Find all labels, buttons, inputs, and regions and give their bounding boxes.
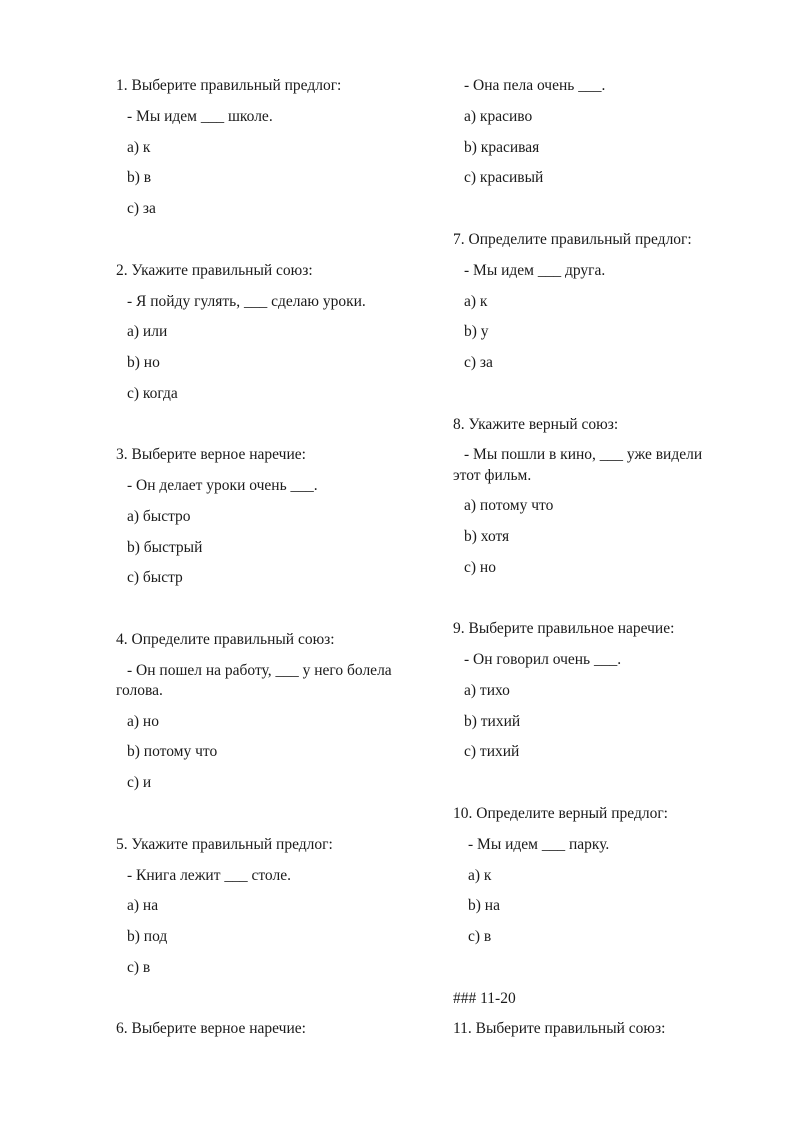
- question-11-title: 11. Выберите правильный союз:: [453, 1020, 666, 1037]
- question-9-title: 9. Выберите правильное наречие:: [453, 620, 675, 637]
- question-9-sentence: - Он говорил очень ___.: [464, 651, 622, 668]
- question-8-title: 8. Укажите верный союз:: [453, 416, 619, 433]
- question-4-option-c: c) и: [127, 774, 152, 791]
- question-4-sentence-line-1: - Он пошел на работу, ___ у него болела: [127, 662, 392, 679]
- question-9-option-b: b) тихий: [464, 713, 521, 730]
- question-9-option-a: a) тихо: [464, 682, 510, 699]
- question-3-title: 3. Выберите верное наречие:: [116, 446, 306, 463]
- question-3-option-c: c) быстр: [127, 569, 183, 586]
- question-7-option-a: a) к: [464, 293, 488, 310]
- question-6-option-c: c) красивый: [464, 169, 544, 186]
- question-4-sentence-line-2: голова.: [116, 682, 163, 699]
- question-10-sentence: - Мы идем ___ парку.: [468, 836, 610, 853]
- question-3-option-a: a) быстро: [127, 508, 191, 525]
- question-5-option-b: b) под: [127, 928, 168, 945]
- question-9-option-c: c) тихий: [464, 743, 520, 760]
- question-7-option-b: b) у: [464, 323, 489, 340]
- question-2-option-c: c) когда: [127, 385, 178, 402]
- section-heading: ### 11-20: [453, 990, 516, 1007]
- question-10-option-b: b) на: [468, 897, 500, 914]
- question-5-sentence: - Книга лежит ___ столе.: [127, 867, 291, 884]
- question-5-title: 5. Укажите правильный предлог:: [116, 836, 333, 853]
- question-2-title: 2. Укажите правильный союз:: [116, 262, 313, 279]
- question-4-option-a: a) но: [127, 713, 159, 730]
- question-7-option-c: c) за: [464, 354, 493, 371]
- question-2-option-b: b) но: [127, 354, 160, 371]
- question-1-option-a: a) к: [127, 139, 151, 156]
- question-4-title: 4. Определите правильный союз:: [116, 631, 335, 648]
- question-6-title: 6. Выберите верное наречие:: [116, 1020, 306, 1037]
- question-8-option-c: c) но: [464, 559, 496, 576]
- question-5-option-a: a) на: [127, 897, 159, 914]
- question-7-sentence: - Мы идем ___ друга.: [464, 262, 606, 279]
- question-8-sentence-line-2: этот фильм.: [453, 467, 532, 484]
- question-6-sentence: - Она пела очень ___.: [464, 77, 606, 94]
- question-8-option-a: a) потому что: [464, 497, 554, 514]
- question-6-option-a: a) красиво: [464, 108, 533, 125]
- question-7-title: 7. Определите правильный предлог:: [453, 231, 692, 248]
- question-1-sentence: - Мы идем ___ школе.: [127, 108, 273, 125]
- question-3-sentence: - Он делает уроки очень ___.: [127, 477, 318, 494]
- question-1-option-c: c) за: [127, 200, 156, 217]
- question-2-option-a: a) или: [127, 323, 168, 340]
- question-1-option-b: b) в: [127, 169, 152, 186]
- question-1-title: 1. Выберите правильный предлог:: [116, 77, 342, 94]
- question-6-option-b: b) красивая: [464, 139, 540, 156]
- question-10-option-a: a) к: [468, 867, 492, 884]
- question-2-sentence: - Я пойду гулять, ___ сделаю уроки.: [127, 293, 366, 310]
- question-3-option-b: b) быстрый: [127, 539, 203, 556]
- question-10-option-c: c) в: [468, 928, 492, 945]
- question-10-title: 10. Определите верный предлог:: [453, 805, 668, 822]
- question-4-option-b: b) потому что: [127, 743, 218, 760]
- question-8-sentence-line-1: - Мы пошли в кино, ___ уже видели: [464, 446, 703, 463]
- question-8-option-b: b) хотя: [464, 528, 510, 545]
- question-5-option-c: c) в: [127, 959, 151, 976]
